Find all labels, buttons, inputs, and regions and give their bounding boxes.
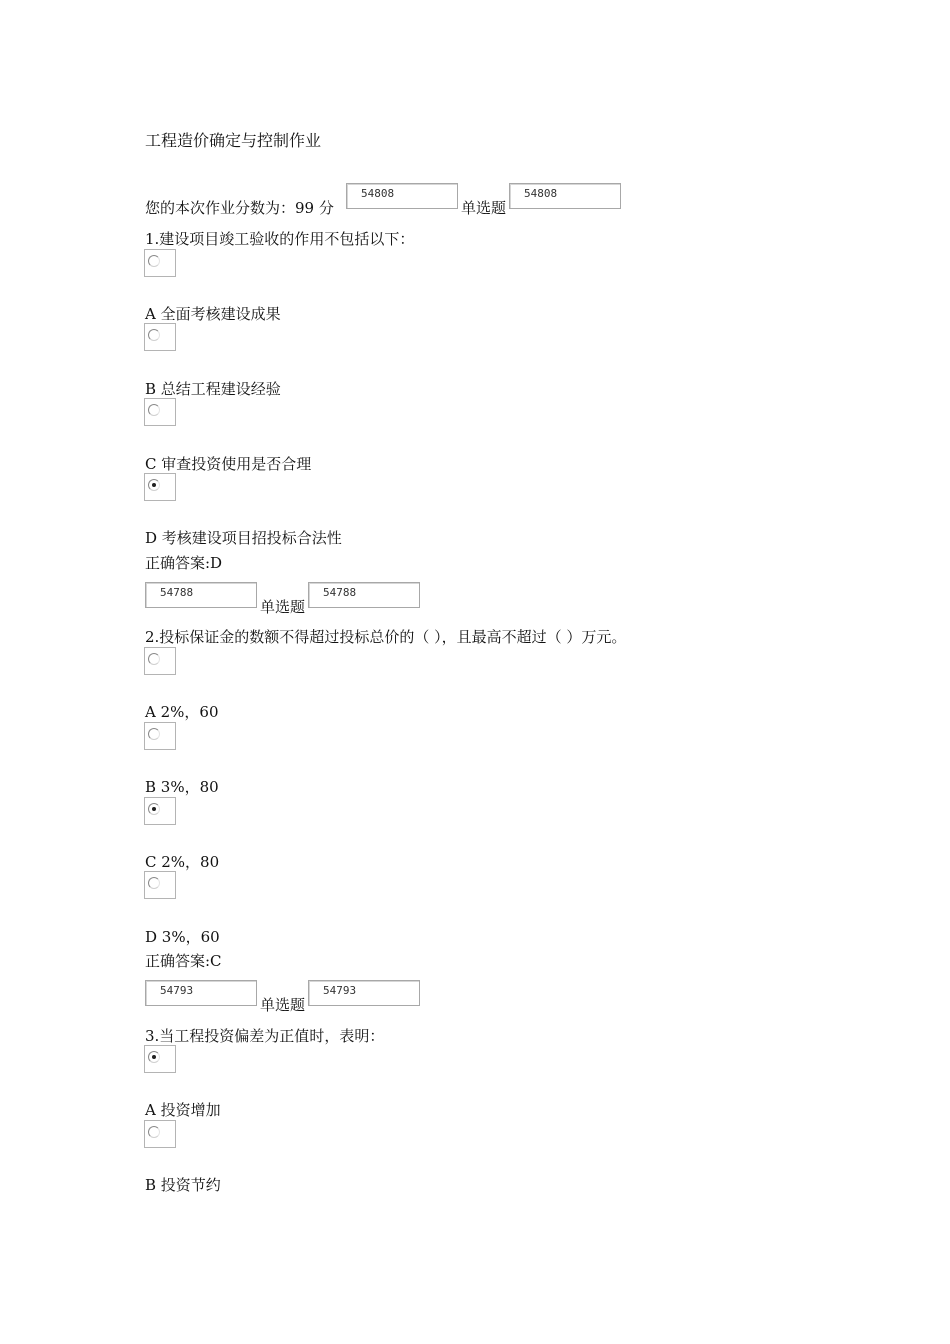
radio-icon (148, 728, 160, 740)
radio-selected-dot-icon (152, 807, 156, 811)
option-c-radio[interactable] (144, 797, 176, 825)
question-id-field[interactable]: 54808 (509, 183, 621, 209)
option-d-label: D 3%，60 (145, 928, 220, 946)
option-d-label: D 考核建设项目招投标合法性 (145, 529, 342, 547)
radio-icon (148, 1126, 160, 1138)
radio-icon (148, 255, 160, 267)
option-d-radio[interactable] (144, 473, 176, 501)
option-b-label: B 总结工程建设经验 (145, 380, 281, 398)
option-a-radio[interactable] (144, 249, 176, 277)
radio-icon (148, 404, 160, 416)
option-a-label: A 全面考核建设成果 (145, 305, 281, 323)
question-id-field[interactable]: 54793 (145, 980, 257, 1006)
question-type-label: 单选题 (260, 996, 306, 1014)
question-stem: 2.投标保证金的数额不得超过投标总价的（ ），且最高不超过（ ）万元。 (145, 628, 627, 646)
question-id-field[interactable]: 54788 (308, 582, 420, 608)
question-id-field[interactable]: 54788 (145, 582, 257, 608)
question-stem: 1.建设项目竣工验收的作用不包括以下： (145, 230, 415, 248)
radio-icon (148, 479, 160, 491)
document-title: 工程造价确定与控制作业 (145, 131, 322, 150)
option-a-radio[interactable] (144, 647, 176, 675)
question-id-field[interactable]: 54793 (308, 980, 420, 1006)
question-id-field[interactable]: 54808 (346, 183, 458, 209)
option-b-radio[interactable] (144, 1120, 176, 1148)
radio-selected-dot-icon (152, 483, 156, 487)
option-a-radio[interactable] (144, 1045, 176, 1073)
correct-answer: 正确答案:D (145, 554, 223, 572)
correct-answer: 正确答案:C (145, 952, 222, 970)
option-c-label: C 审查投资使用是否合理 (145, 455, 312, 473)
option-a-label: A 2%，60 (145, 703, 219, 721)
option-b-label: B 3%，80 (145, 778, 219, 796)
score-label: 您的本次作业分数为：99 分 (145, 199, 334, 217)
radio-icon (148, 877, 160, 889)
option-c-radio[interactable] (144, 398, 176, 426)
option-c-label: C 2%，80 (145, 853, 220, 871)
radio-icon (148, 803, 160, 815)
radio-icon (148, 329, 160, 341)
option-a-label: A 投资增加 (145, 1101, 221, 1119)
question-stem: 3.当工程投资偏差为正值时，表明： (145, 1027, 385, 1045)
question-type-label: 单选题 (260, 598, 306, 616)
option-b-radio[interactable] (144, 323, 176, 351)
radio-icon (148, 653, 160, 665)
option-d-radio[interactable] (144, 871, 176, 899)
option-b-label: B 投资节约 (145, 1176, 221, 1194)
radio-selected-dot-icon (152, 1055, 156, 1059)
radio-icon (148, 1051, 160, 1063)
option-b-radio[interactable] (144, 722, 176, 750)
question-type-label: 单选题 (461, 199, 507, 217)
